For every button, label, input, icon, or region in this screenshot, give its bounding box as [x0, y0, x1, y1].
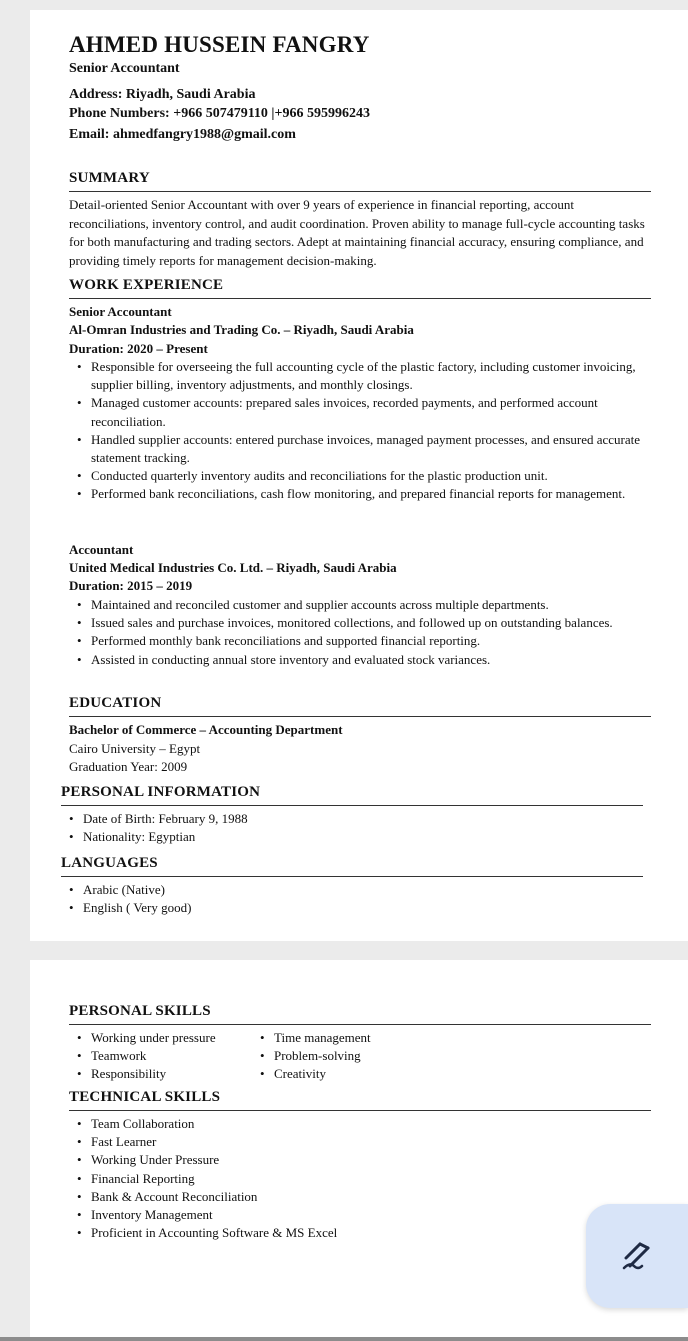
education-heading: EDUCATION	[69, 695, 162, 711]
job-1-company: Al-Omran Industries and Trading Co. – Riyadh, Saudi Arabia	[69, 322, 414, 337]
languages-rule	[61, 876, 643, 877]
technical-skills-rule	[69, 1110, 651, 1111]
list-item: • Bank & Account Reconciliation	[69, 1188, 469, 1206]
list-item: • Issued sales and purchase invoices, monitored collections, and followed up on outstanding balances.	[69, 614, 629, 632]
list-item: • Arabic (Native)	[61, 881, 621, 899]
list-item: • Inventory Management	[69, 1206, 469, 1224]
job-2-bullets	[69, 596, 629, 669]
list-item: • Creativity	[252, 1065, 452, 1083]
bottom-scroll-bar	[0, 1337, 688, 1341]
edit-pen-icon	[620, 1238, 654, 1272]
summary-heading: SUMMARY	[69, 170, 150, 186]
list-item: • Date of Birth: February 9, 1988	[61, 810, 621, 828]
list-item: • Working Under Pressure	[69, 1151, 469, 1169]
personal-info-rule	[61, 805, 643, 806]
list-item: • Team Collaboration	[69, 1115, 469, 1133]
personal-skills-left	[69, 1029, 259, 1084]
languages-list	[61, 881, 621, 917]
list-item: • Working under pressure	[69, 1029, 259, 1047]
education-year: Graduation Year: 2009	[69, 759, 188, 774]
personal-skills-rule	[69, 1024, 651, 1025]
summary-text: Detail-oriented Senior Accountant with over 9 years of experience in financial reporting, account reconciliations, inventory control, and audit coordination. Proven ability to manage full-cycle accounting tasks for both manufacturing and trading sectors. Adept at maintaining financial accuracy, ensuring compliance, and providing timely reports for management decision-making.	[69, 197, 645, 268]
list-item: • Financial Reporting	[69, 1170, 469, 1188]
education-school: Cairo University – Egypt	[69, 741, 201, 756]
education-rule	[69, 716, 651, 717]
personal-info-list	[61, 810, 621, 846]
personal-skills-heading: PERSONAL SKILLS	[69, 1003, 211, 1019]
list-item: • Performed bank reconciliations, cash flow monitoring, and prepared financial reports for management.	[69, 485, 659, 503]
job-1-duration: Duration: 2020 – Present	[69, 341, 208, 356]
phone-line: Phone Numbers: +966 507479110 |+966 595996243	[69, 106, 370, 121]
resume-page-1	[30, 10, 688, 941]
address-line: Address: Riyadh, Saudi Arabia	[69, 87, 256, 102]
list-item: • Problem-solving	[252, 1047, 452, 1065]
job-1-bullets	[69, 358, 659, 504]
job-1-role: Senior Accountant	[69, 304, 172, 319]
languages-heading: LANGUAGES	[61, 855, 158, 871]
list-item: • Responsibility	[69, 1065, 259, 1083]
personal-info-heading: PERSONAL INFORMATION	[61, 784, 261, 800]
summary-rule	[69, 191, 651, 192]
job-2-role: Accountant	[69, 542, 134, 557]
candidate-name: AHMED HUSSEIN FANGRY	[69, 32, 370, 57]
list-item: • Responsible for overseeing the full accounting cycle of the plastic factory, including customer invoicing, supplier billing, inventory adjustments, and monthly closings.	[69, 358, 659, 394]
technical-skills-heading: TECHNICAL SKILLS	[69, 1089, 221, 1105]
list-item: • English ( Very good)	[61, 899, 621, 917]
personal-skills-right	[252, 1029, 452, 1084]
edit-floating-button[interactable]	[586, 1204, 688, 1308]
candidate-title: Senior Accountant	[69, 61, 180, 76]
list-item: • Teamwork	[69, 1047, 259, 1065]
technical-skills-list	[69, 1115, 469, 1242]
work-experience-rule	[69, 298, 651, 299]
email-line: Email: ahmedfangry1988@gmail.com	[69, 127, 296, 142]
list-item: • Time management	[252, 1029, 452, 1047]
list-item: • Assisted in conducting annual store inventory and evaluated stock variances.	[69, 651, 629, 669]
education-degree: Bachelor of Commerce – Accounting Department	[69, 722, 343, 737]
list-item: • Maintained and reconciled customer and supplier accounts across multiple departments.	[69, 596, 629, 614]
list-item: • Handled supplier accounts: entered purchase invoices, managed payment processes, and ensured accurate statement tracking.	[69, 431, 659, 467]
list-item: • Conducted quarterly inventory audits and reconciliations for the plastic production unit.	[69, 467, 659, 485]
list-item: • Fast Learner	[69, 1133, 469, 1151]
job-2-duration: Duration: 2015 – 2019	[69, 578, 193, 593]
list-item: • Nationality: Egyptian	[61, 828, 621, 846]
list-item: • Performed monthly bank reconciliations and supported financial reporting.	[69, 632, 629, 650]
list-item: • Managed customer accounts: prepared sales invoices, recorded payments, and performed account reconciliation.	[69, 394, 659, 430]
job-2-company: United Medical Industries Co. Ltd. – Riyadh, Saudi Arabia	[69, 560, 397, 575]
list-item: • Proficient in Accounting Software & MS Excel	[69, 1224, 469, 1242]
work-experience-heading: WORK EXPERIENCE	[69, 277, 224, 293]
